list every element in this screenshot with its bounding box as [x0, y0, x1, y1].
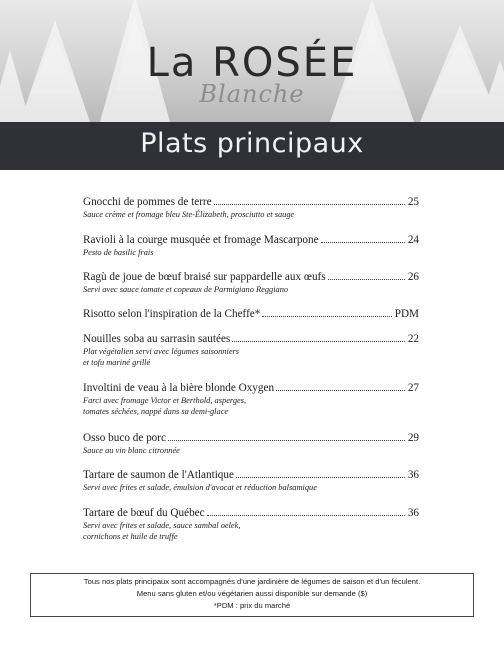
leader-dots	[262, 316, 391, 317]
dish-description: Servi avec frites et salade, émulsion d'avocat et réduction balsamique	[83, 483, 317, 492]
leader-dots	[232, 341, 405, 342]
menu-item	[83, 308, 419, 321]
leader-dots	[321, 242, 405, 243]
leader-dots	[168, 440, 405, 441]
menu-item	[83, 234, 419, 258]
menu-item	[83, 271, 419, 295]
dish-price: 25	[407, 196, 419, 208]
dish-name: Risotto selon l'inspiration de la Cheffe*	[83, 308, 261, 320]
dish-price: 27	[407, 382, 419, 394]
dish-description: Plat végétalien servi avec légumes saisonniers	[83, 347, 240, 356]
menu-item	[83, 333, 419, 368]
menu-item	[83, 432, 419, 456]
menu-item	[83, 196, 419, 220]
footer-notice	[30, 573, 474, 617]
dish-price: 26	[407, 271, 419, 283]
dish-description: Sauce crème et fromage bleu Ste-Élizabeth, prosciutto et sauge	[83, 210, 295, 219]
dish-description: Sauce au vin blanc citronnée	[83, 446, 180, 455]
footer-line: Tous nos plats principaux sont accompagnés d'une jardinière de légumes de saison et d'un féculent.	[83, 577, 421, 586]
dish-description: tomates séchées, nappé dans sa demi-glace	[83, 407, 229, 416]
dish-price: 22	[407, 333, 419, 345]
leader-dots	[214, 204, 405, 205]
footer-line: *PDM : prix du marché	[213, 601, 291, 610]
dish-price: 24	[407, 234, 419, 246]
leader-dots	[207, 515, 405, 516]
restaurant-logo-script: Blanche	[199, 80, 305, 108]
restaurant-logo: La ROSÉE	[146, 40, 358, 86]
dish-description: Pesto de basilic frais	[83, 248, 154, 257]
dish-description: Farci avec fromage Victor et Berthold, asperges,	[83, 396, 247, 405]
menu-item	[83, 382, 419, 417]
dish-name: Tartare de bœuf du Québec	[83, 507, 205, 519]
dish-price: 36	[407, 507, 419, 519]
dish-name: Tartare de saumon de l'Atlantique	[83, 469, 234, 481]
dish-description: Servi avec sauce tomate et copeaux de Parmigiano Reggiano	[83, 285, 289, 294]
dish-description: et tofu mariné grillé	[83, 358, 151, 367]
dish-description: cornichons et huile de truffe	[83, 532, 178, 541]
dish-price: 36	[407, 469, 419, 481]
section-title: Plats principaux	[140, 128, 364, 159]
leader-dots	[328, 279, 405, 280]
dish-name: Ragù de joue de bœuf braisé sur pappardelle aux œufs	[83, 271, 326, 283]
footer-line: Menu sans gluten et/ou végétarien aussi disponible sur demande ($)	[136, 589, 368, 598]
leader-dots	[236, 477, 405, 478]
dish-name: Osso buco de porc	[83, 432, 166, 444]
leader-dots	[276, 390, 405, 391]
dish-name: Nouilles soba au sarrasin sautées	[83, 333, 231, 345]
section-banner	[0, 122, 504, 170]
dish-price: PDM	[394, 308, 419, 320]
dish-name: Ravioli à la courge musquée et fromage Mascarpone	[83, 234, 319, 246]
menu-item	[83, 507, 419, 542]
dish-description: Servi avec frites et salade, sauce sambal oelek,	[83, 521, 241, 530]
dish-name: Gnocchi de pommes de terre	[83, 196, 212, 208]
dish-name: Involtini de veau à la bière blonde Oxygen	[83, 382, 275, 394]
header-banner	[0, 0, 504, 122]
dish-price: 29	[407, 432, 419, 444]
menu-item	[83, 469, 419, 493]
